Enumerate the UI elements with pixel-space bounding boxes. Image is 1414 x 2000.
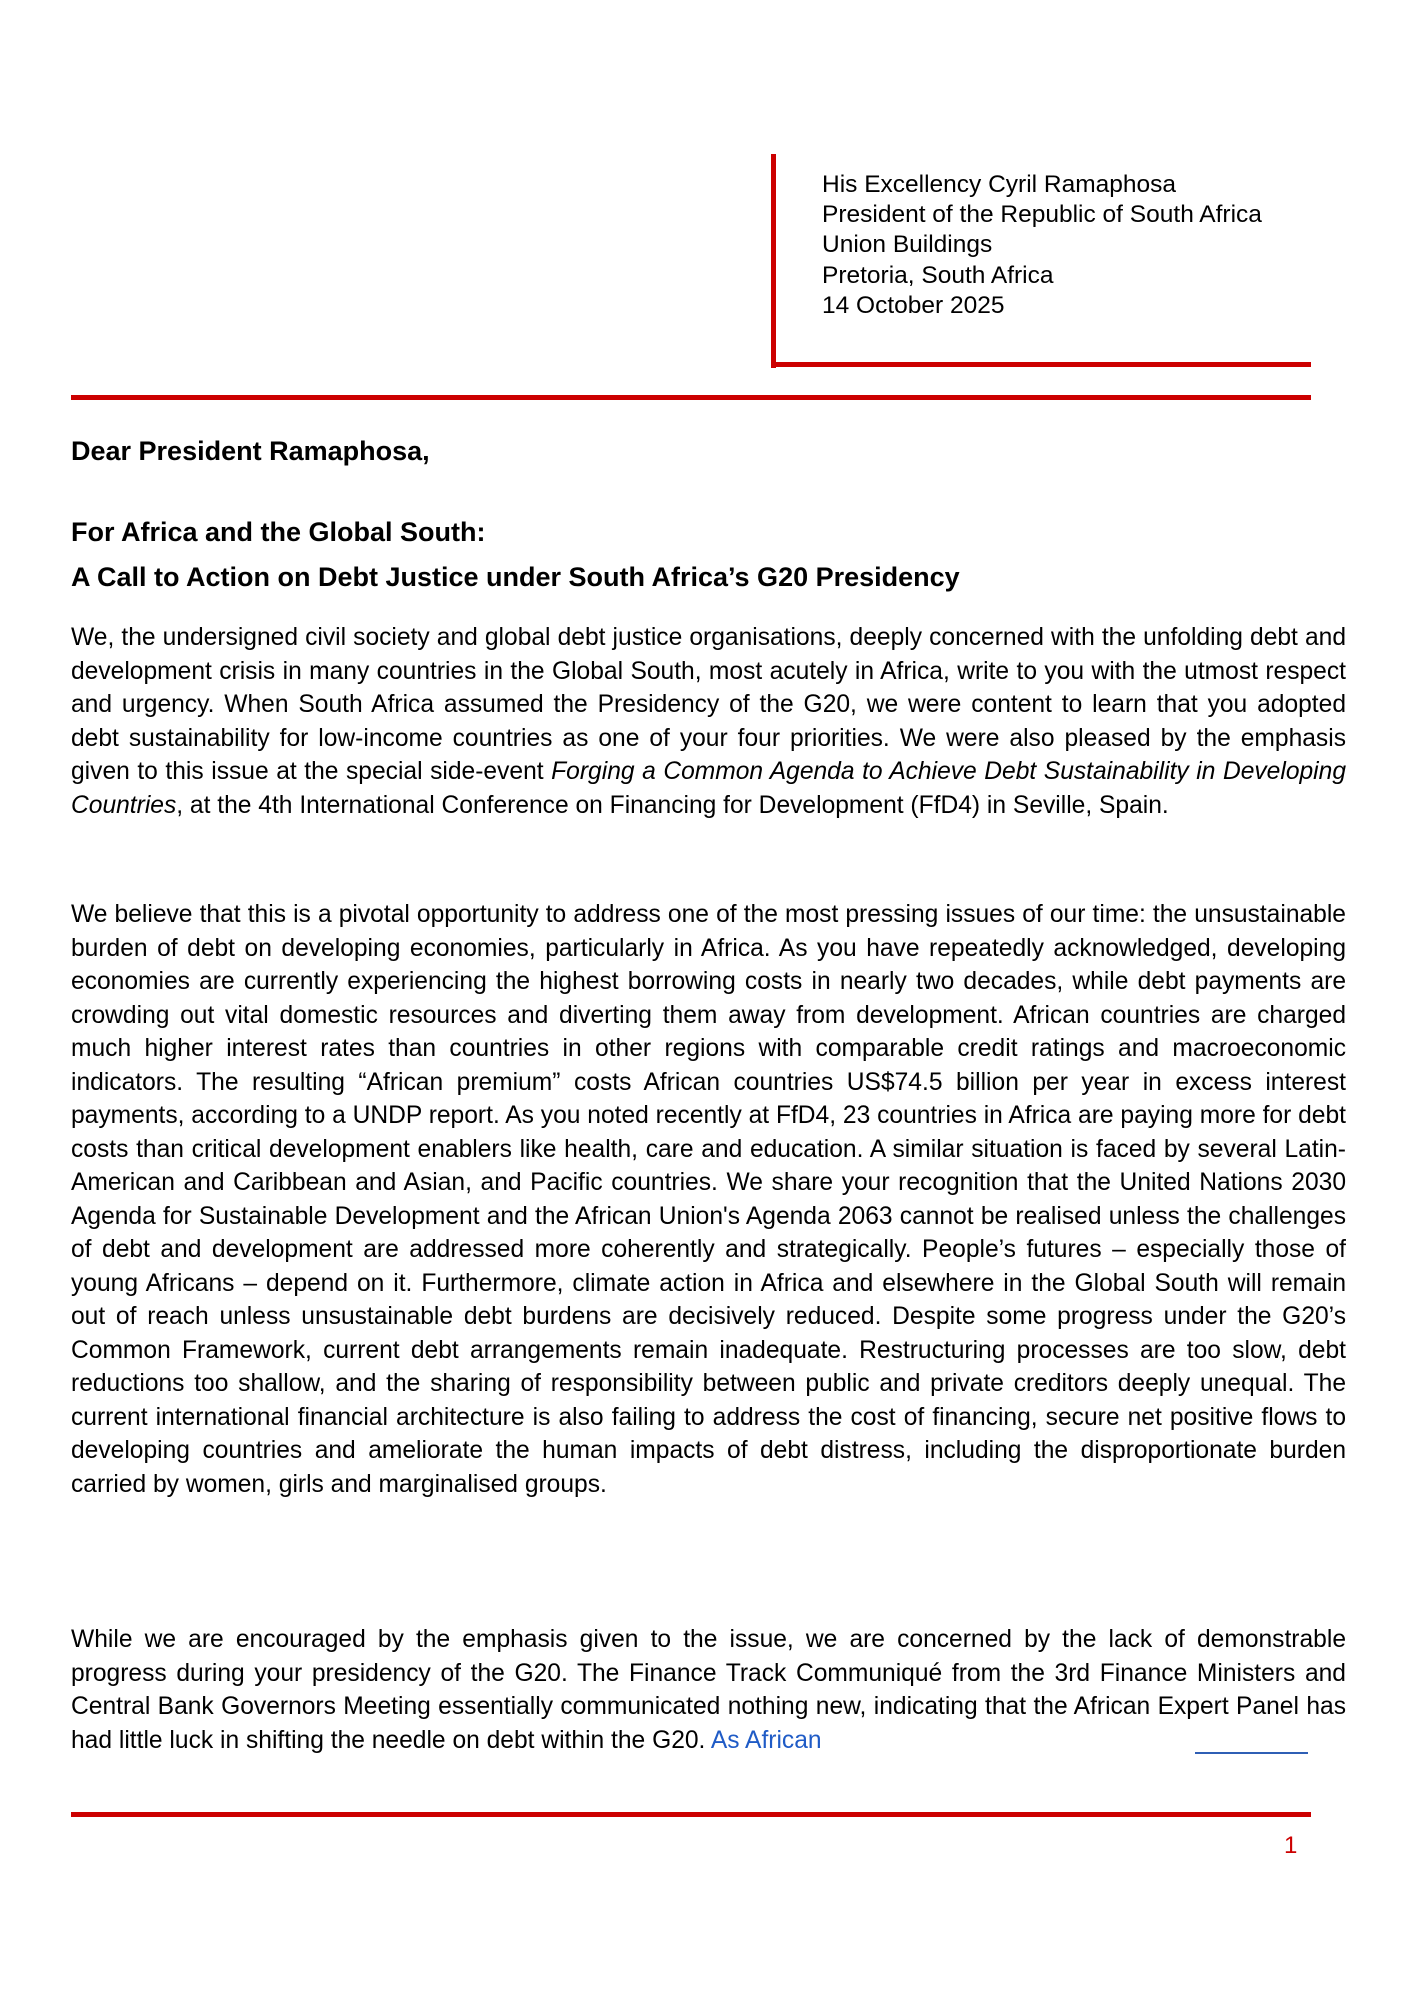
paragraph-3-text: While we are encouraged by the emphasis given to the issue, we are concerned by the lack of demonstrable progress during your presidency of the G20. The Finance Track Communiqué from the 3rd Finance Ministers and Central Bank Governors Meeting essentially communicated nothing new, indicating that the African Expert Panel has had little luck in shifting the needle on debt within the G20. <box>71 1626 1346 1754</box>
paragraph-1-text-a: We, the undersigned civil society and global debt justice organisations, deeply concerned with the unfolding debt and development crisis in many countries in the Global South, most acutely in Africa, write to you with the utmost respect and urgency. When South Africa assumed the Presidency of the G20, we were content to learn that you adopted debt sustainability for low-income countries as one of your four priorities. We were also pleased by the emphasis given to this issue at the special side-event <box>71 624 1346 785</box>
hyperlink-as-african[interactable]: As African <box>710 1726 822 1754</box>
body-paragraph-1 <box>71 621 1346 822</box>
recipient-city: Pretoria, South Africa <box>822 261 1054 289</box>
footer-divider <box>71 1812 1311 1817</box>
header-divider <box>71 395 1311 400</box>
letter-date: 14 October 2025 <box>822 291 1005 319</box>
recipient-title: President of the Republic of South Africa <box>822 201 1262 229</box>
page-number: 1 <box>1284 1832 1298 1859</box>
hyperlink-underline[interactable] <box>1195 1752 1308 1754</box>
letter-title-line-2: A Call to Action on Debt Justice under South Africa’s G20 Presidency <box>71 562 960 592</box>
body-paragraph-2: We believe that this is a pivotal opportunity to address one of the most pressing issues of our time: the unsustainable burden of debt on developing economies, particularly in Africa. As you have repeatedly acknowledged, developing economies are currently experiencing the highest borrowing costs in nearly two decades, while debt payments are crowding out vital domestic resources and diverting them away from development. African countries are charged much higher interest rates than countries in other regions with comparable credit ratings and macroeconomic indicators. The resulting “African premium” costs African countries US$74.5 billion per year in excess interest payments, according to a UNDP report. As you noted recently at FfD4, 23 countries in Africa are paying more for debt costs than critical development enablers like health, care and education. A similar situation is faced by several Latin-American and Caribbean and Asian, and Pacific countries. We share your recognition that the United Nations 2030 Agenda for Sustainable Development and the African Union's Agenda 2063 cannot be realised unless the challenges of debt and development are addressed more coherently and strategically. People’s futures – especially those of young Africans – depend on it. Furthermore, climate action in Africa and elsewhere in the Global South will remain out of reach unless unsustainable debt burdens are decisively reduced. Despite some progress under the G20’s Common Framework, current debt arrangements remain inadequate. Restructuring processes are too slow, debt reductions too shallow, and the sharing of responsibility between public and private creditors deeply unequal. The current international financial architecture is also failing to address the cost of financing, secure net positive flows to developing countries and ameliorate the human impacts of debt distress, including the disproportionate burden carried by women, girls and marginalised groups. <box>71 901 1346 1498</box>
side-event-title: Forging a Common Agenda to Achieve Debt Sustainability in Developing Countries <box>71 758 1346 819</box>
letter-title-line-1: For Africa and the Global South: <box>71 517 486 547</box>
paragraph-1-text-b: , at the 4th International Conference on Financing for Development (FfD4) in Seville, Spain. <box>176 791 1169 819</box>
address-frame-vertical-rule <box>771 154 776 368</box>
recipient-name: His Excellency Cyril Ramaphosa <box>822 171 1177 198</box>
salutation: Dear President Ramaphosa, <box>71 436 430 466</box>
body-paragraph-3 <box>71 1623 1346 1757</box>
recipient-address-block <box>822 170 1262 321</box>
address-frame-horizontal-rule <box>771 362 1311 367</box>
letter-title <box>71 510 960 600</box>
recipient-building: Union Buildings <box>822 231 993 259</box>
